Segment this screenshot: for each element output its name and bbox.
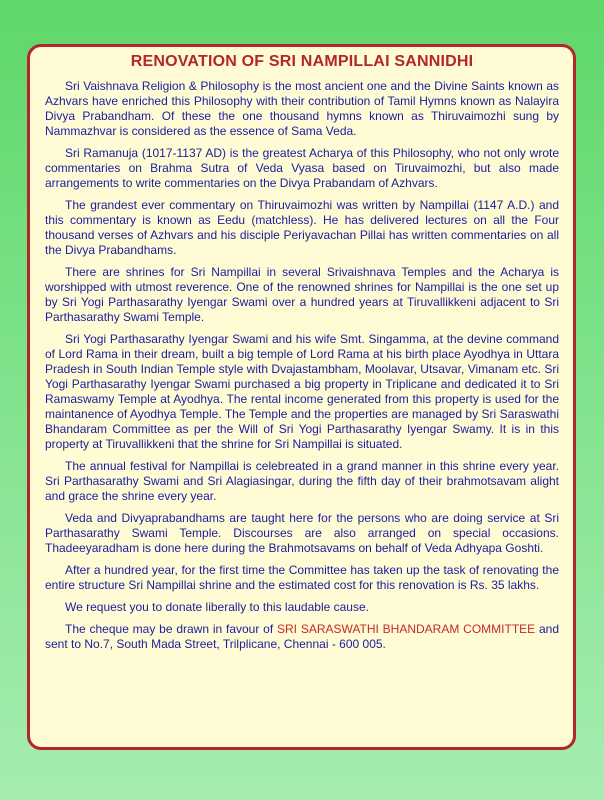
- paragraph-commentary: The grandest ever commentary on Thiruvaimozhi was written by Nampillai (1147 A.D.) and this commentary is known as Eedu (matchless). He has delivered lectures on all the Four thousand verses of Azhvars and his disciple Periyavachan Pillai has written commentaries on all the Divya Prabandhams.: [45, 198, 559, 257]
- paragraph-cheque: [45, 622, 559, 652]
- paragraph-festival: The annual festival for Nampillai is celebreated in a grand manner in this shrine every year. Sri Parthasarathy Swami and Sri Alagiasingar, during the fifth day of their brahmotsavam alight and grace the shrine every year.: [45, 459, 559, 503]
- paragraph-veda: Veda and Divyaprabandhams are taught here for the persons who are doing service at Sri Parthasarathy Swami Temple. Discourses are also arranged on special occasions. Thadeeyaradham is done here during the Brahmotsavams on behalf of Veda Adhyapa Goshti.: [45, 511, 559, 555]
- paragraph-yogi: Sri Yogi Parthasarathy Iyengar Swami and his wife Smt. Singamma, at the devine command of Lord Rama in their dream, built a big temple of Lord Rama at his birth place Ayodhya in Uttara Pradesh in South Indian Temple style with Dvajastambham, Moolavar, Utsavar, Vimanam etc. Sri Yogi Parthasarathy Iyengar Swami purchased a big property in Triplicane and dedicated it to Sri Ramaswamy Temple at Ayodhya. The rental income generated from this property is used for the maintanence of Ayodhya Temple. The Temple and the properties are managed by Sri Saraswathi Bhandaram Committee as per the Will of Sri Yogi Parthasarathy Iyengar Swamy. It is in this property at Tiruvallikkeni that the shrine for Sri Nampillai is situated.: [45, 332, 559, 451]
- paragraph-intro: Sri Vaishnava Religion & Philosophy is the most ancient one and the Divine Saints known as Azhvars have enriched this Philosophy with their contribution of Tamil Hymns known as Nalayira Divya Prabandham. Of these the one thousand hymns known as Thiruvaimozhi sung by Nammazhvar is considered as the essence of Sama Veda.: [45, 79, 559, 138]
- cheque-text-before: The cheque may be drawn in favour of: [65, 622, 278, 636]
- content-panel: [27, 44, 576, 750]
- payee-name: SRI SARASWATHI BHANDARAM COMMITTEE: [277, 622, 536, 636]
- paragraph-request: We request you to donate liberally to this laudable cause.: [65, 600, 369, 614]
- paragraph-renovation: After a hundred year, for the first time the Committee has taken up the task of renovating the entire structure Sri Nampillai shrine and the estimated cost for this renovation is Rs. 35 lakhs.: [45, 563, 559, 592]
- page-title: RENOVATION OF SRI NAMPILLAI SANNIDHI: [130, 53, 474, 70]
- paragraph-shrines: There are shrines for Sri Nampillai in several Srivaishnava Temples and the Acharya is worshipped with utmost reverence. One of the renowned shrines for Nampillai is the one set up by Sri Yogi Parthasarathy Iyengar Swami over a hundred years at Tiruvallikkeni adjacent to Sri Parthasarathy Swami Temple.: [45, 265, 559, 324]
- cheque-text-after: and sent to No.7, South Mada Street, Trilplicane, Chennai - 600 005.: [45, 622, 559, 651]
- paragraph-ramanuja: Sri Ramanuja (1017-1137 AD) is the greatest Acharya of this Philosophy, who not only wrote commentaries on Brahma Sutra of Veda Vyasa based on Tiruvaimozhi, but also made arrangements to write commentaries on the Divya Prabandam of Azhvars.: [45, 146, 559, 190]
